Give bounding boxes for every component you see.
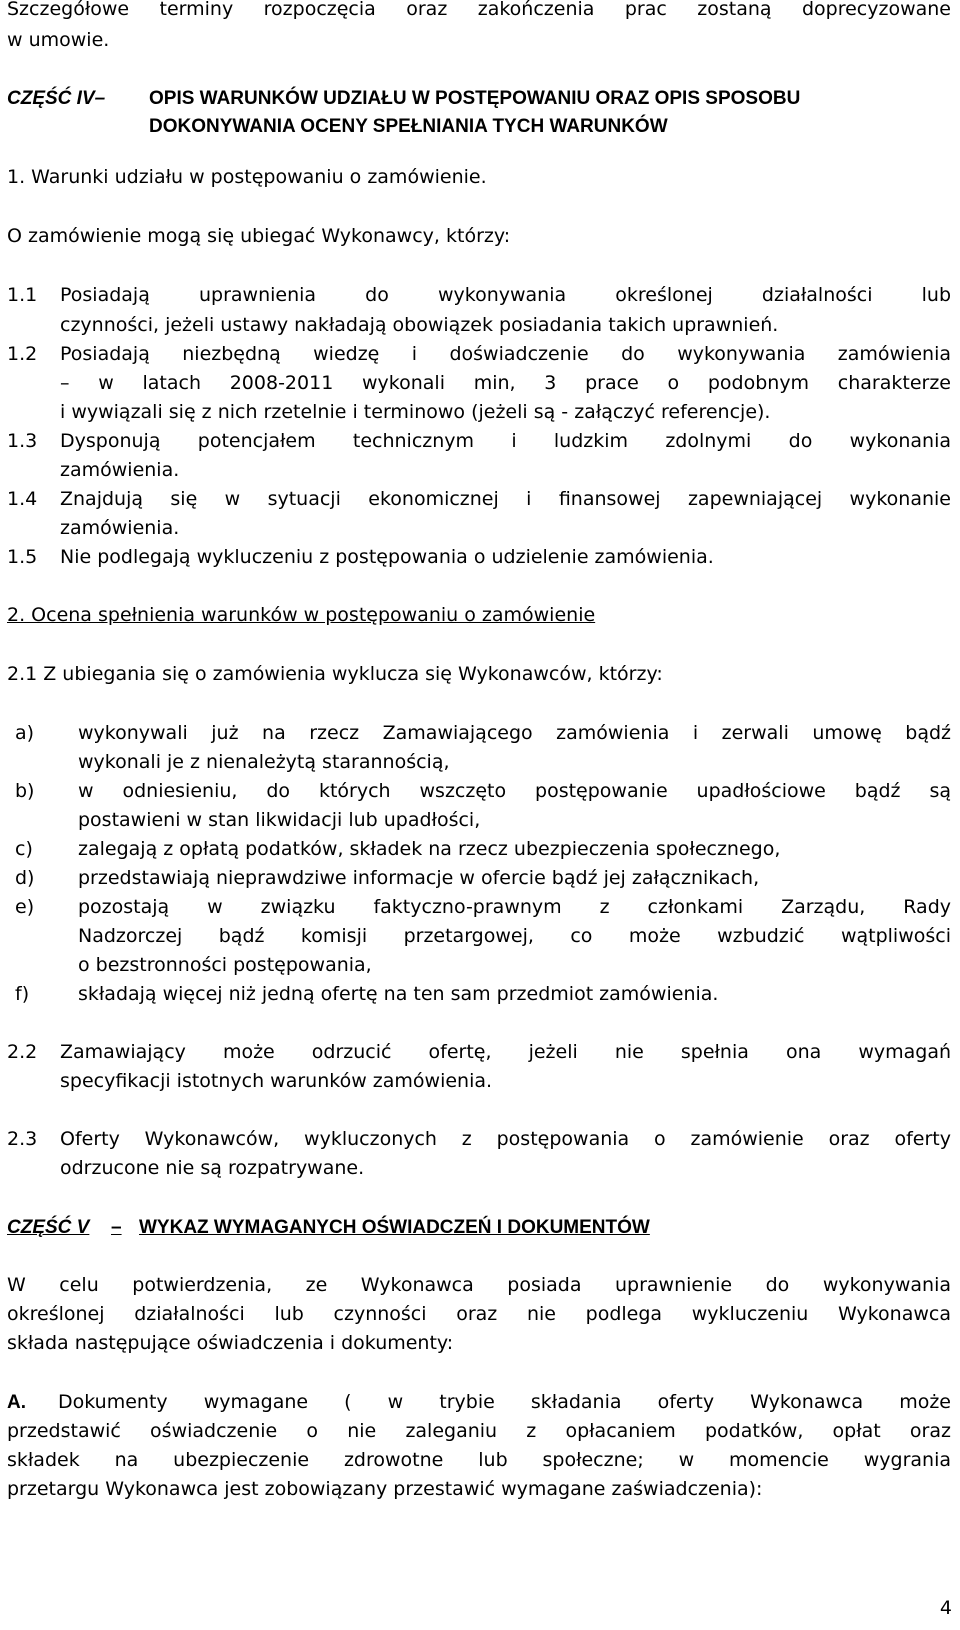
list-text: o bezstronności postępowania, bbox=[78, 954, 372, 976]
page-number: 4 bbox=[939, 1597, 952, 1619]
part-label: CZĘŚĆ IV– bbox=[7, 88, 106, 109]
intro-line: w umowie. bbox=[7, 29, 110, 51]
list-text: przedstawiają nieprawdziwe informacje w ofercie bądź jej załącznikach, bbox=[78, 867, 760, 889]
list-text: w odniesieniu, do których wszczęto postępowanie upadłościowe bądź są bbox=[78, 780, 951, 802]
item-text: Dysponują potencjałem technicznym i ludzkim zdolnymi do wykonania bbox=[60, 430, 951, 452]
item-text: zamówienia. bbox=[60, 459, 180, 481]
paragraph: określonej działalności lub czynności oraz nie podlega wykluczeniu Wykonawca bbox=[7, 1303, 951, 1325]
paragraph: składa następujące oświadczenia i dokumenty: bbox=[7, 1332, 454, 1354]
list-letter: e) bbox=[15, 896, 35, 918]
paragraph: 2.1 Z ubiegania się o zamówienia wyklucza się Wykonawców, którzy: bbox=[7, 663, 663, 685]
paragraph: odrzucone nie są rozpatrywane. bbox=[60, 1157, 365, 1179]
paragraph: przedstawić oświadczenie o nie zaleganiu z opłacaniem podatków, opłat oraz bbox=[7, 1420, 951, 1442]
section-heading: 2. Ocena spełnienia warunków w postępowaniu o zamówienie bbox=[7, 604, 596, 626]
list-text: pozostają w związku faktyczno-prawnym z członkami Zarządu, Rady bbox=[78, 896, 951, 918]
item-text: czynności, jeżeli ustawy nakładają obowiązek posiadania takich uprawnień. bbox=[60, 314, 779, 336]
intro-line: Szczegółowe terminy rozpoczęcia oraz zakończenia prac zostaną doprecyzowane bbox=[7, 0, 951, 20]
part-dash: – bbox=[111, 1217, 122, 1238]
list-text: Nadzorczej bądź komisji przetargowej, co może wzbudzić wątpliwości bbox=[78, 925, 951, 947]
item-number: 1.1 bbox=[7, 284, 38, 306]
paragraph: W celu potwierdzenia, ze Wykonawca posiada uprawnienie do wykonywania bbox=[7, 1274, 951, 1296]
item-number: 2.2 bbox=[7, 1041, 38, 1063]
item-number: 1.3 bbox=[7, 430, 38, 452]
section-label: A. bbox=[7, 1392, 26, 1413]
item-number: 1.4 bbox=[7, 488, 38, 510]
list-text: składają więcej niż jedną ofertę na ten sam przedmiot zamówienia. bbox=[78, 983, 719, 1005]
list-letter: f) bbox=[15, 983, 30, 1005]
part-title: DOKONYWANIA OCENY SPEŁNIANIA TYCH WARUNKÓW bbox=[149, 116, 668, 137]
part-title: WYKAZ WYMAGANYCH OŚWIADCZEŃ I DOKUMENTÓW bbox=[139, 1217, 650, 1238]
item-text: zamówienia. bbox=[60, 517, 180, 539]
paragraph: przetargu Wykonawca jest zobowiązany przestawić wymagane zaświadczenia): bbox=[7, 1478, 763, 1500]
list-text: wykonywali już na rzecz Zamawiającego zamówienia i zerwali umowę bądź bbox=[78, 722, 951, 744]
paragraph: Oferty Wykonawców, wykluczonych z postępowania o zamówienie oraz oferty bbox=[60, 1128, 951, 1150]
paragraph: specyfikacji istotnych warunków zamówienia. bbox=[60, 1070, 493, 1092]
section-heading: 1. Warunki udziału w postępowaniu o zamówienie. bbox=[7, 166, 487, 188]
part-label: CZĘŚĆ V bbox=[7, 1217, 90, 1238]
item-text: i wywiązali się z nich rzetelnie i terminowo (jeżeli są - załączyć referencje). bbox=[60, 401, 771, 423]
list-text: wykonali je z nienależytą starannością, bbox=[78, 751, 450, 773]
list-letter: b) bbox=[15, 780, 35, 802]
part-title: OPIS WARUNKÓW UDZIAŁU W POSTĘPOWANIU ORAZ OPIS SPOSOBU bbox=[149, 88, 801, 109]
item-text: Posiadają niezbędną wiedzę i doświadczenie do wykonywania zamówienia bbox=[60, 343, 951, 365]
list-letter: c) bbox=[15, 838, 33, 860]
item-number: 2.3 bbox=[7, 1128, 38, 1150]
item-text: Znajdują się w sytuacji ekonomicznej i finansowej zapewniającej wykonanie bbox=[60, 488, 951, 510]
item-text: Nie podlegają wykluczeniu z postępowania o udzielenie zamówienia. bbox=[60, 546, 714, 568]
paragraph: składek na ubezpieczenie zdrowotne lub społeczne; w momencie wygrania bbox=[7, 1449, 951, 1471]
list-letter: d) bbox=[15, 867, 35, 889]
paragraph: Dokumenty wymagane ( w trybie składania oferty Wykonawca może bbox=[58, 1391, 951, 1413]
item-text: Posiadają uprawnienia do wykonywania określonej działalności lub bbox=[60, 284, 951, 306]
section-intro: O zamówienie mogą się ubiegać Wykonawcy, którzy: bbox=[7, 225, 511, 247]
item-text: – w latach 2008-2011 wykonali min, 3 prace o podobnym charakterze bbox=[60, 372, 951, 394]
item-number: 1.5 bbox=[7, 546, 38, 568]
list-text: postawieni w stan likwidacji lub upadłości, bbox=[78, 809, 481, 831]
item-number: 1.2 bbox=[7, 343, 38, 365]
list-letter: a) bbox=[15, 722, 35, 744]
paragraph: Zamawiający może odrzucić ofertę, jeżeli nie spełnia ona wymagań bbox=[60, 1041, 951, 1063]
list-text: zalegają z opłatą podatków, składek na rzecz ubezpieczenia społecznego, bbox=[78, 838, 781, 860]
